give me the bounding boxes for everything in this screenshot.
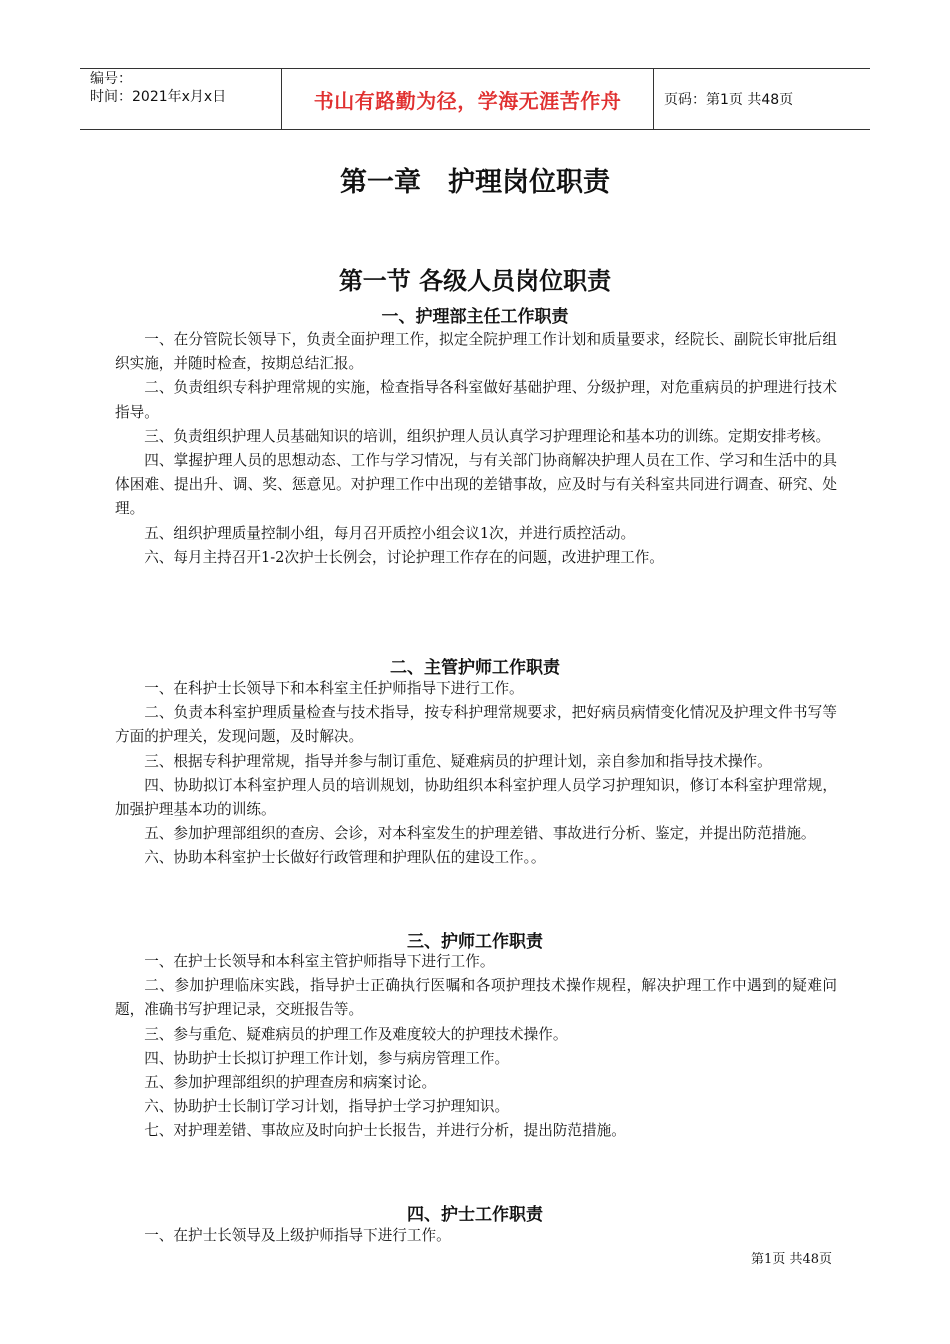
document-date: 时间：2021年x月x日: [90, 89, 227, 105]
header-page-number: 页码：第1页 共48页: [664, 92, 794, 108]
paragraph: 二、负责组织专科护理常规的实施，检查指导各科室做好基础护理、分级护理，对危重病员的护理进行技术指导。: [115, 379, 837, 421]
role-heading-nurse: 四、护士工作职责: [407, 1205, 543, 1225]
paragraph: 三、根据专科护理常规，指导并参与制订重危、疑难病员的护理计划，亲自参加和指导技术操作。: [144, 752, 772, 770]
paragraph: 三、负责组织护理人员基础知识的培训，组织护理人员认真学习护理理论和基本功的训练。定期安排考核。: [144, 427, 831, 445]
header-motto-cell: [281, 69, 654, 129]
page-footer-number: 第1页 共48页: [751, 1252, 832, 1267]
paragraph: 六、协助本科室护士长做好行政管理和护理队伍的建设工作。。: [144, 849, 546, 867]
paragraph: 四、掌握护理人员的思想动态、工作与学习情况，与有关部门协商解决护理人员在工作、学习和生活中的具体困难、提出升、调、奖、惩意见。对护理工作中出现的差错事故，应及时与有关科室共同进行调查、研究、处理。: [115, 452, 837, 518]
paragraph: 二、负责本科室护理质量检查与技术指导，按专科护理常规要求，把好病员病情变化情况及护理文件书写等方面的护理关，发现问题，及时解决。: [115, 704, 837, 746]
header-page-info: [654, 69, 870, 129]
document-number-label: 编号：: [90, 71, 132, 87]
paragraph: 五、参加护理部组织的护理查房和病案讨论。: [144, 1074, 437, 1092]
paragraph: 五、参加护理部组织的查房、会诊，对本科室发生的护理差错、事故进行分析、鉴定，并提出防范措施。: [144, 825, 816, 843]
paragraph: 一、在护士长领导和本科室主管护师指导下进行工作。: [144, 953, 495, 970]
paragraph: 一、在护士长领导及上级护师指导下进行工作。: [144, 1227, 451, 1244]
page-header: [80, 68, 870, 130]
paragraph: 一、在分管院长领导下，负责全面护理工作，拟定全院护理工作计划和质量要求，经院长、副院长审批后组织实施，并随时检查，按期总结汇报。: [115, 331, 837, 373]
paragraph: 四、协助护士长拟订护理工作计划，参与病房管理工作。: [144, 1049, 510, 1067]
section-title: 第一节 各级人员岗位职责: [338, 267, 612, 295]
header-meta: [80, 69, 281, 129]
paragraph: 六、协助护士长制订学习计划，指导护士学习护理知识。: [144, 1098, 510, 1116]
paragraph: 七、对护理差错、事故应及时向护士长报告，并进行分析，提出防范措施。: [144, 1122, 626, 1140]
role-heading-supervisor-nurse: 二、主管护师工作职责: [390, 658, 560, 678]
chapter-title: 第一章 护理岗位职责: [340, 167, 610, 198]
role-body-director: [115, 328, 837, 570]
role-heading-nurse-practitioner: 三、护师工作职责: [407, 932, 543, 952]
role-heading-director: 一、护理部主任工作职责: [381, 307, 569, 327]
paragraph: 一、在科护士长领导下和本科室主任护师指导下进行工作。: [144, 680, 524, 697]
role-body-nurse-practitioner: [115, 950, 837, 1144]
role-body-supervisor-nurse: [115, 677, 837, 871]
paragraph: 六、每月主持召开1-2次护士长例会，讨论护理工作存在的问题，改进护理工作。: [144, 548, 664, 566]
header-motto: 书山有路勤为径，学海无涯苦作舟: [313, 88, 622, 113]
paragraph: 四、协助拟订本科室护理人员的培训规划，协助组织本科室护理人员学习护理知识，修订本科室护理常规，加强护理基本功的训练。: [115, 776, 837, 819]
paragraph: 五、组织护理质量控制小组，每月召开质控小组会议1次，并进行质控活动。: [144, 524, 636, 542]
paragraph: 三、参与重危、疑难病员的护理工作及难度较大的护理技术操作。: [144, 1025, 568, 1043]
role-body-nurse: [115, 1224, 837, 1248]
paragraph: 二、参加护理临床实践，指导护士正确执行医嘱和各项护理技术操作规程，解决护理工作中遇到的疑难问题，准确书写护理记录，交班报告等。: [115, 977, 837, 1019]
